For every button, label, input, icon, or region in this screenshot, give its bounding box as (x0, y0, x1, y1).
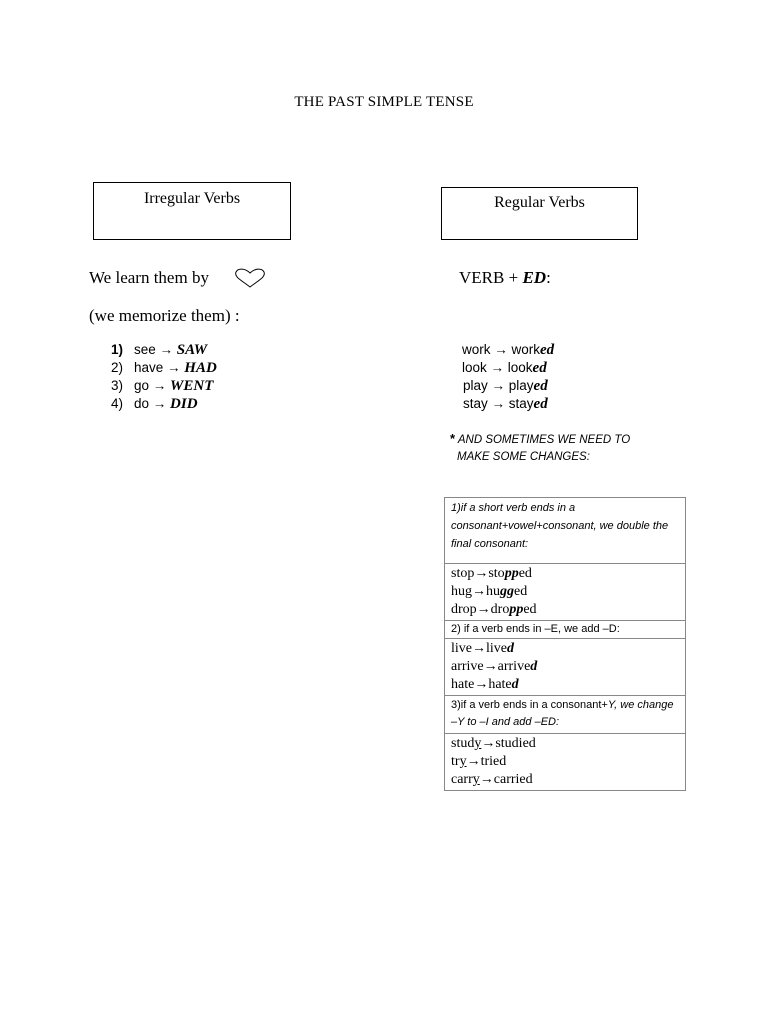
rule-3-heading (445, 696, 685, 734)
example-row (451, 583, 679, 601)
example-y: y (474, 736, 482, 751)
regular-verbs-box (441, 187, 638, 240)
example-y: y (459, 754, 467, 769)
example-row (451, 771, 679, 789)
example-base: hate→hate (451, 677, 512, 692)
irregular-item (111, 342, 207, 359)
example-ending: →studied (481, 736, 536, 751)
regular-item (462, 360, 547, 377)
example-base: arrive→arrive (451, 659, 531, 674)
spelling-rules-table (444, 497, 686, 791)
rule-3-heading-a: 3)if a verb ends in a consonant+ (451, 699, 608, 711)
note-line-2 (450, 449, 630, 466)
item-ed: ed (533, 396, 548, 412)
example-base: drop→dro (451, 602, 510, 617)
item-base: stay → stay (463, 396, 534, 411)
item-base: see → (134, 342, 174, 357)
item-number: 1) (111, 342, 124, 357)
rule-3-examples (445, 734, 685, 790)
item-ed: ed (540, 342, 555, 358)
example-y: y (472, 772, 480, 787)
heart-outline-icon (233, 266, 267, 290)
regular-item (462, 342, 554, 359)
example-row (451, 753, 679, 771)
rule-2-examples (445, 639, 685, 696)
example-base: carr (451, 772, 473, 787)
example-row (451, 640, 679, 658)
rule-3-heading-b: Y, we change –Y to –I and add –ED: (451, 699, 674, 728)
example-ending: ed (514, 584, 528, 599)
formula-ed: ED (522, 268, 547, 287)
irregular-item (111, 396, 198, 413)
item-base: play → play (463, 378, 534, 393)
item-number: 2) (111, 360, 124, 375)
example-doubled: pp (504, 566, 519, 581)
example-base: hug→hu (451, 584, 500, 599)
example-base: tr (451, 754, 460, 769)
regular-verbs-label: Regular Verbs (494, 194, 585, 211)
example-row (451, 565, 679, 583)
example-ending: →tried (466, 754, 507, 769)
example-ending: ed (523, 602, 537, 617)
item-past: SAW (176, 342, 208, 358)
item-past: WENT (170, 378, 214, 394)
example-doubled: pp (509, 602, 524, 617)
regular-item (463, 396, 548, 413)
formula-prefix: VERB + (459, 268, 523, 287)
irregular-item (111, 360, 217, 377)
learn-by-heart-text: We learn them by (89, 268, 209, 287)
note-text-1: AND SOMETIMES WE NEED TO (457, 434, 631, 446)
item-number: 3) (111, 378, 124, 393)
example-base: stud (451, 736, 475, 751)
verb-plus-ed-formula (459, 268, 551, 288)
irregular-item (111, 378, 213, 395)
item-base: have → (134, 360, 181, 375)
item-ed: ed (532, 360, 547, 376)
example-base: stop→sto (451, 566, 505, 581)
irregular-verbs-label: Irregular Verbs (143, 190, 241, 207)
item-number: 4) (111, 396, 124, 411)
item-past: HAD (184, 360, 217, 376)
example-ending: d (530, 659, 538, 674)
rule-2-heading: 2) if a verb ends in –E, we add –D: (445, 621, 685, 639)
regular-item (463, 378, 548, 395)
example-ending: →carried (479, 772, 533, 787)
rule-1-examples (445, 564, 685, 621)
example-ending: ed (518, 566, 532, 581)
example-base: live→live (451, 641, 507, 656)
example-row (451, 658, 679, 676)
memorize-text: (we memorize them) : (89, 306, 240, 325)
page-title: THE PAST SIMPLE TENSE (294, 94, 474, 110)
item-base: look → look (462, 360, 533, 375)
example-row (451, 676, 679, 694)
example-row (451, 735, 679, 753)
example-ending: d (511, 677, 519, 692)
rule-1-heading: 1)if a short verb ends in a consonant+vowel+consonant, we double the final consonant: (445, 498, 685, 564)
item-ed: ed (533, 378, 548, 394)
item-past: DID (170, 396, 198, 412)
item-base: go → (134, 378, 167, 393)
example-doubled: gg (500, 584, 514, 599)
asterisk: * (450, 431, 456, 446)
note-line-1 (450, 430, 630, 449)
example-row (451, 601, 679, 619)
irregular-verbs-box (93, 182, 291, 240)
changes-note (450, 430, 630, 466)
formula-suffix: : (546, 268, 551, 287)
example-ending: d (507, 641, 514, 656)
item-base: work → work (462, 342, 541, 357)
note-text-2: MAKE SOME CHANGES: (457, 451, 590, 463)
item-base: do → (134, 396, 167, 411)
